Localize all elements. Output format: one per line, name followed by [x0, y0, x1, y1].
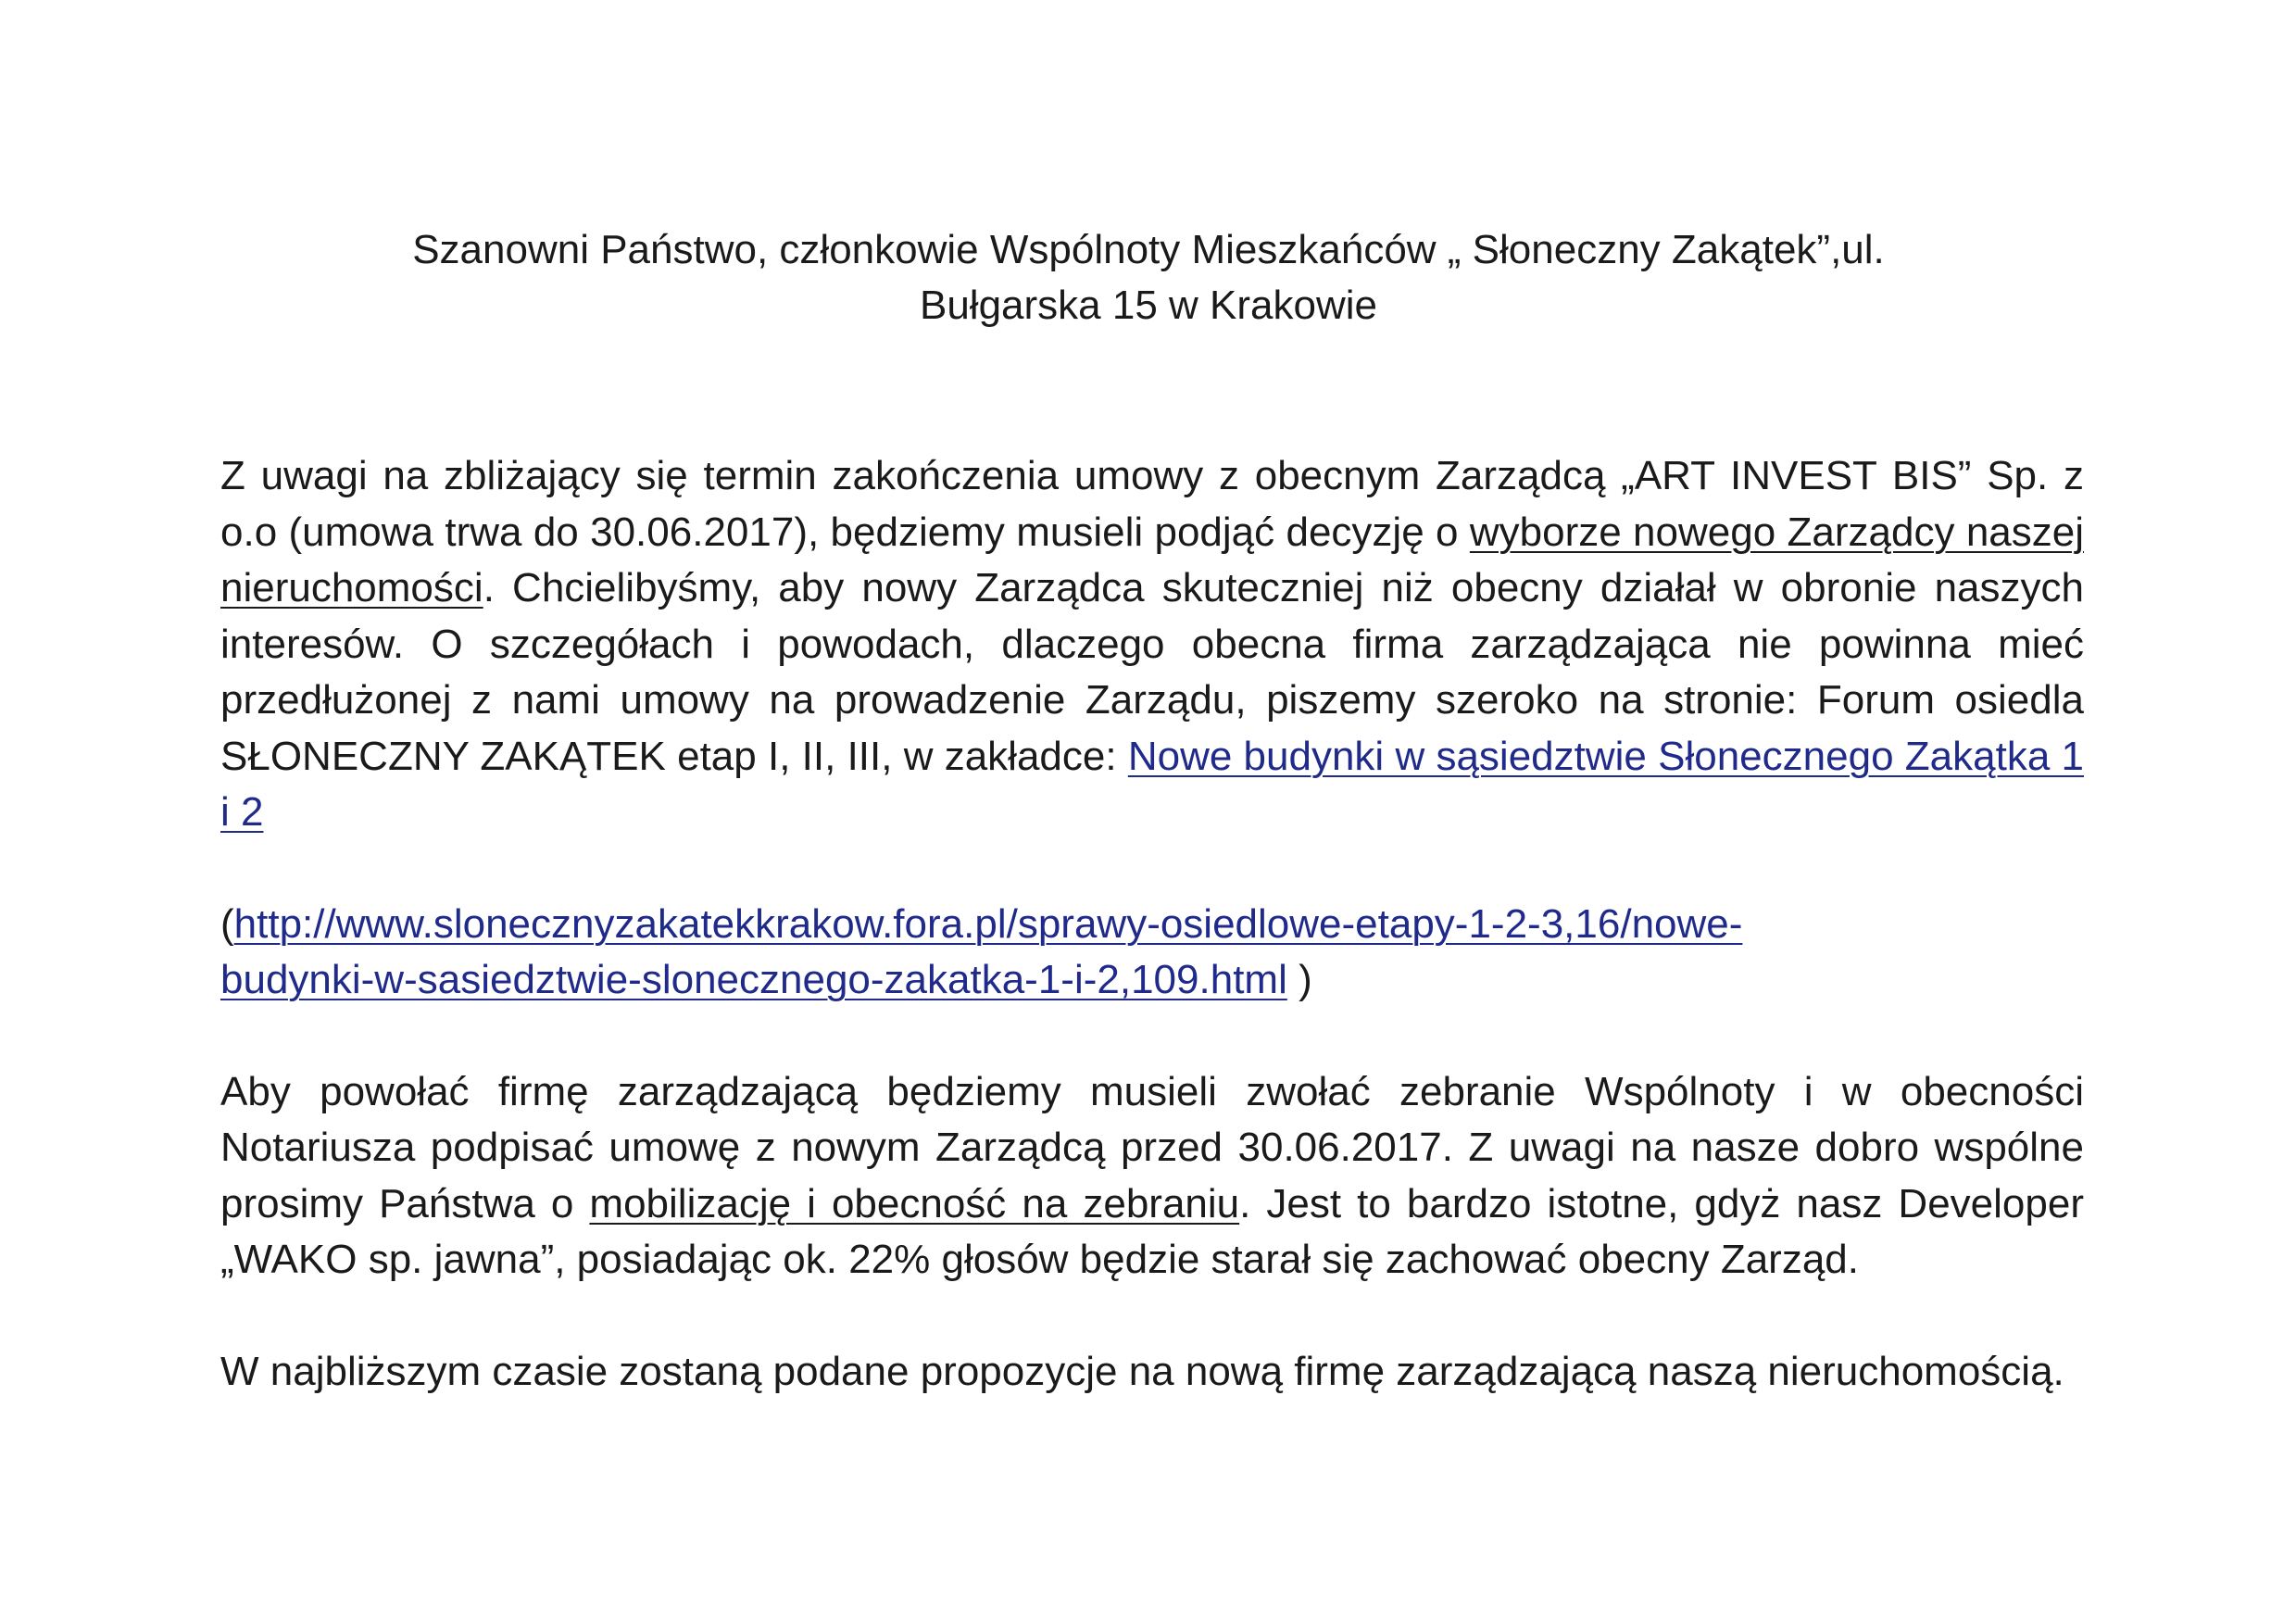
underlined-mobilization: mobilizację i obecność na zebraniu: [589, 1180, 1240, 1226]
heading-line-2: Bułgarska 15 w Krakowie: [919, 283, 1377, 328]
paragraph-meeting-call: [220, 1064, 2084, 1289]
letter-body: [220, 448, 2084, 1400]
paragraph-2-text-b: . Jest to bardzo istotne, gdyż nasz Developer „WAKO sp. jawna”, posiadając ok. 22% głosów będzie starał się zachować obecny Zarząd.: [220, 1180, 2084, 1282]
forum-topic-link[interactable]: Nowe budynki w sąsiedztwie Słonecznego Zakątka 1 i 2: [220, 733, 2084, 835]
paragraph-upcoming-proposals: [220, 1344, 2084, 1401]
underlined-new-manager-choice: wyborze nowego Zarządcy naszej nieruchomości: [220, 509, 2085, 610]
heading-line-1: Szanowni Państwo, członkowie Wspólnoty Mieszkańców „ Słoneczny Zakątek”,ul.: [412, 227, 1885, 272]
paragraph-3-text: W najbliższym czasie zostaną podane propozycje na nową firmę zarządzającą naszą nieruchomością.: [220, 1348, 2064, 1394]
url-open-paren: (: [220, 900, 234, 947]
forum-url-link-part-1[interactable]: http://www.slonecznyzakatekkrakow.fora.pl/sprawy-osiedlowe-etapy-1-2-3,16/nowe-: [233, 900, 1743, 947]
paragraph-forum-url: [220, 897, 2084, 1009]
paragraph-2-text-a: Aby powołać firmę zarządzającą będziemy musieli zwołać zebranie Wspólnoty i w obecności Notariusza podpisać umowę z nowym Zarządcą przed 30.06.2017. Z uwagi na nasze dobro wspólne prosimy Państwa o: [220, 1068, 2084, 1226]
paragraph-1-text-a: Z uwagi na zbliżający się termin zakończenia umowy z obecnym Zarządcą „ART INVEST BIS” Sp. z o.o (umowa trwa do 30.06.2017), będziemy musieli podjąć decyzję o: [220, 453, 2084, 555]
url-close-paren: ): [1286, 957, 1312, 1002]
forum-url-link-part-2[interactable]: budynki-w-sasiedztwie-slonecznego-zakatka-1-i-2,109.html: [220, 957, 1287, 1002]
paragraph-1-text-b: . Chcielibyśmy, aby nowy Zarządca skuteczniej niż obecny działał w obronie naszych interesów. O szczegółach i powodach, dlaczego obecna firma zarządzająca nie powinna mieć przedłużonej z nami umowy na prowadzenie Zarządu, piszemy szeroko na stronie: Forum osiedla SŁONECZNY ZAKĄTEK etap I, II, III, w zakładce:: [220, 565, 2084, 779]
letter-heading: [278, 222, 2019, 333]
paragraph-contract-end: [220, 448, 2084, 841]
